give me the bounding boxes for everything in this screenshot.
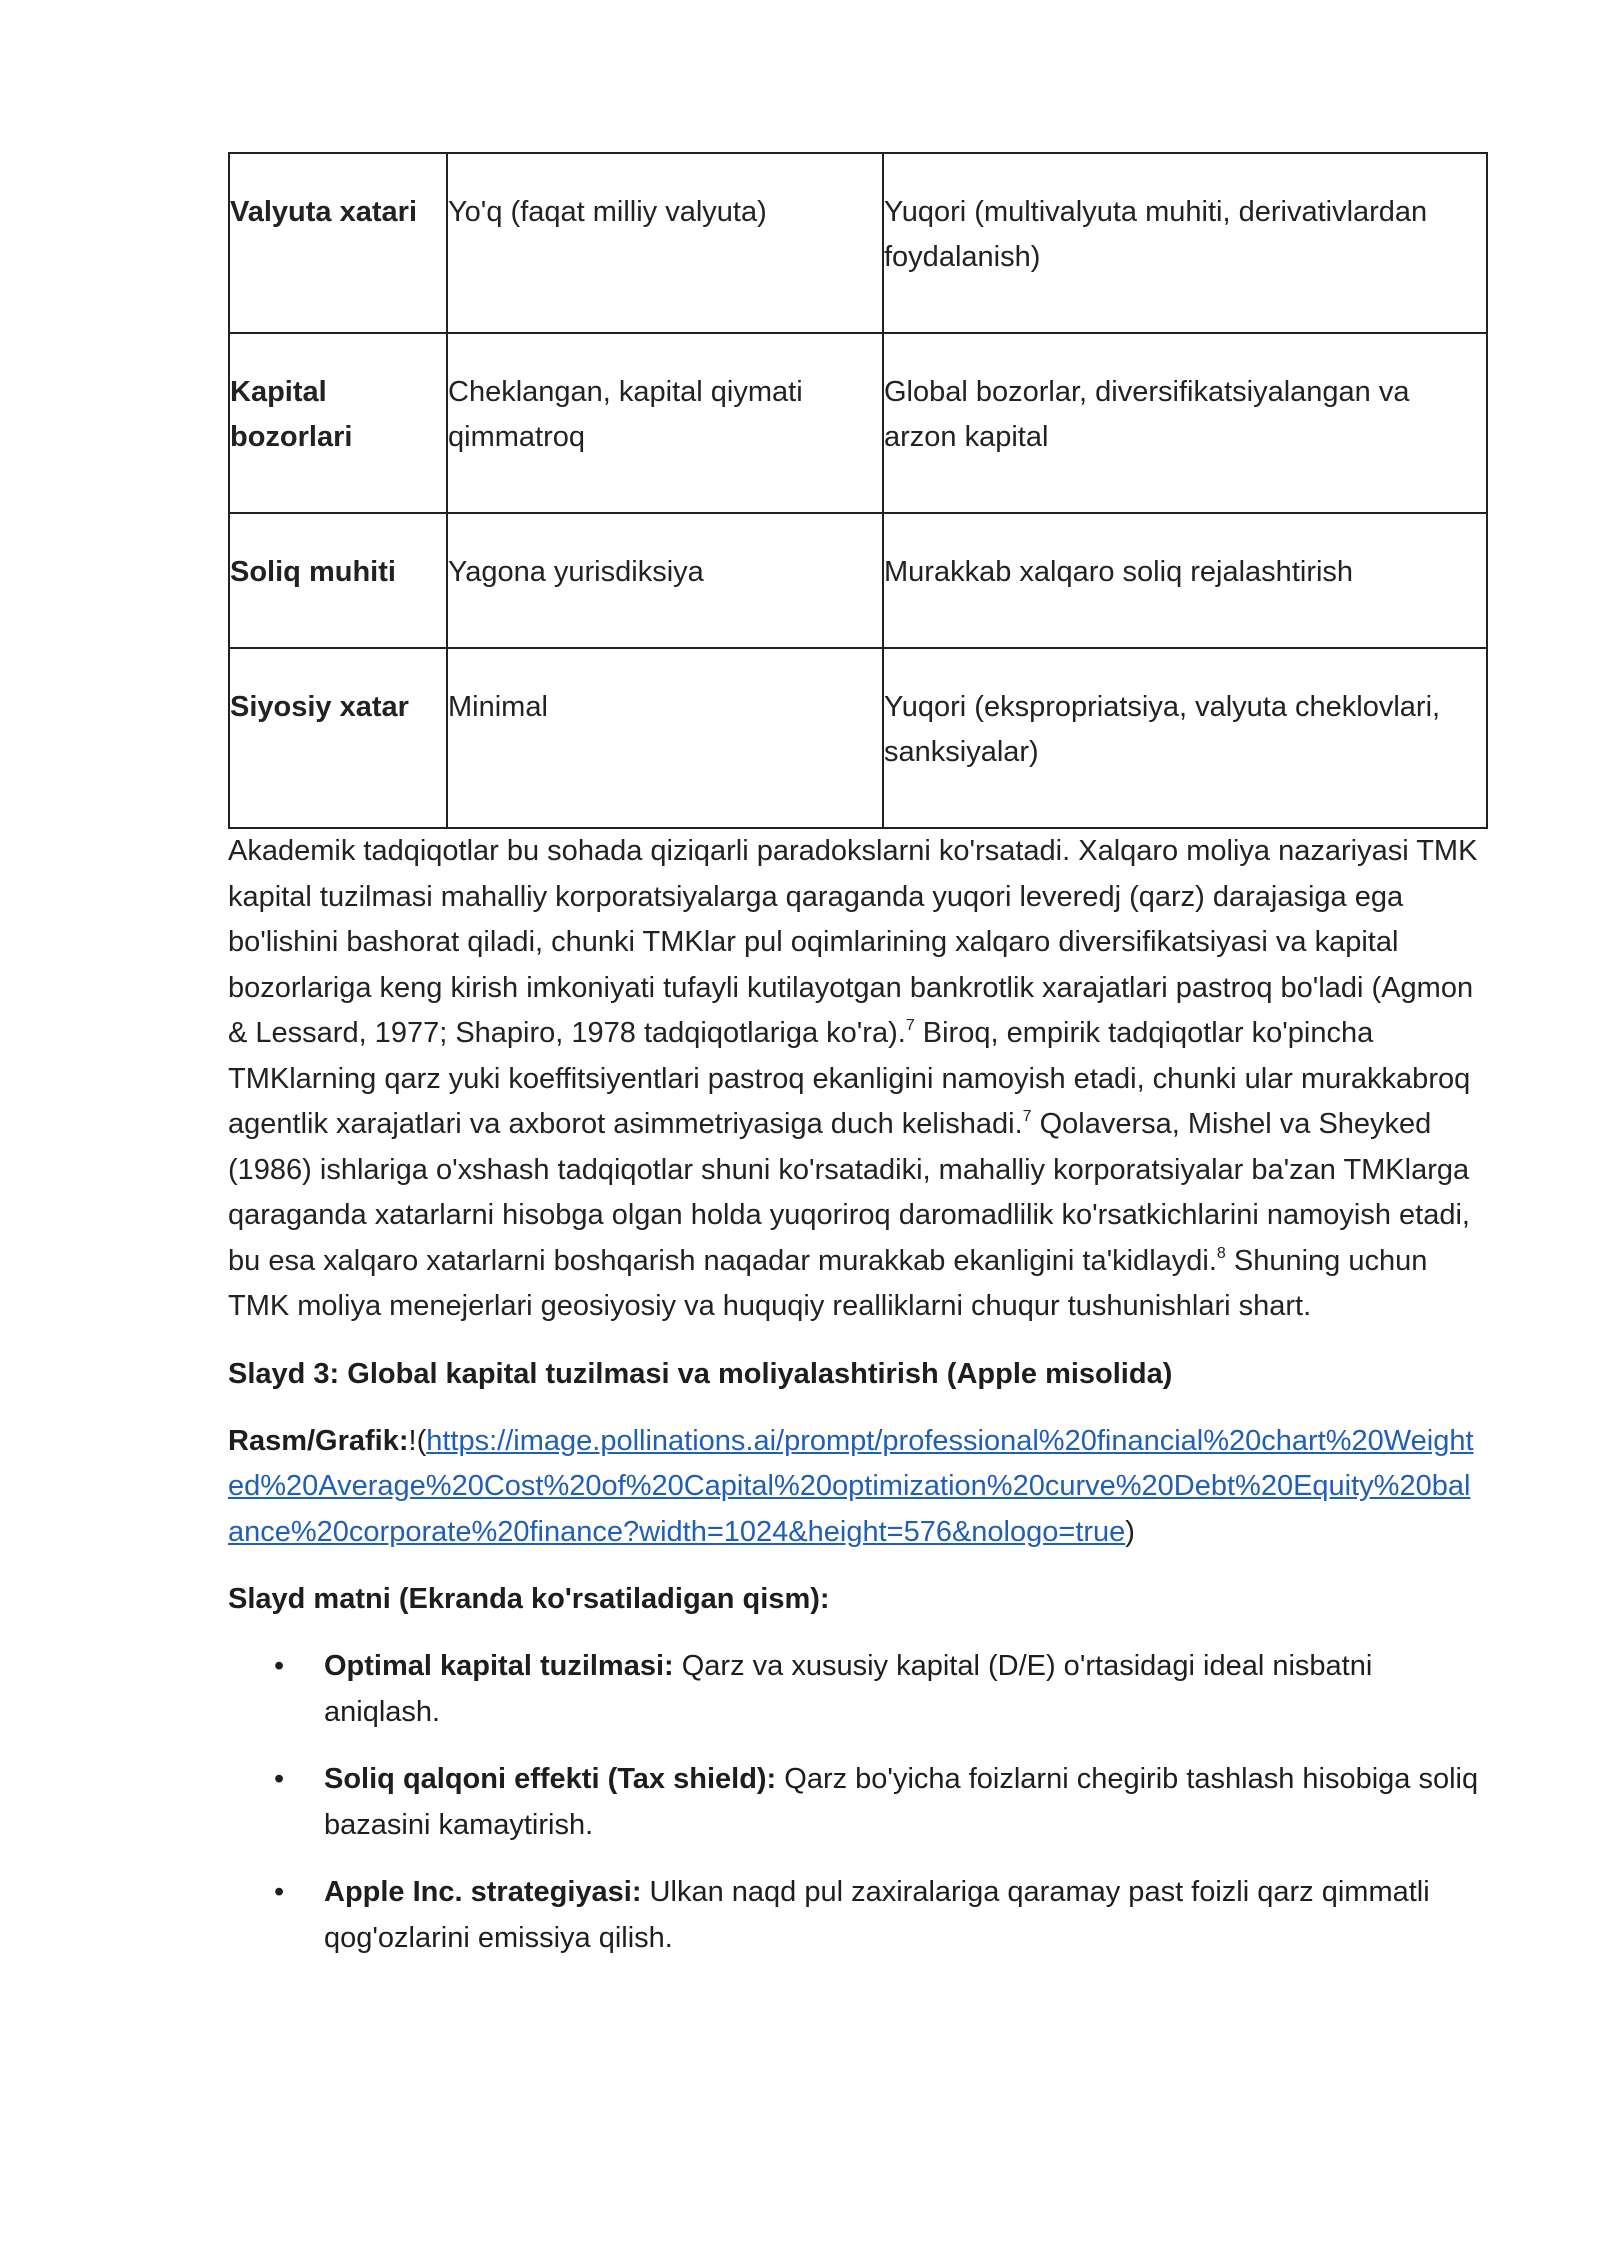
row-label: Soliq muhiti bbox=[229, 513, 447, 648]
footnote-ref[interactable]: 7 bbox=[905, 1017, 915, 1034]
mnc-cell: Global bozorlar, diversifikatsiyalangan va arzon kapital bbox=[883, 333, 1487, 513]
bullet-text: Qarz va xususiy kapital (D/E) o'rtasidagi ideal nisbatni aniqlash. bbox=[324, 1650, 1373, 1728]
paragraph-text: Shuning uchun TMK moliya menejerlari geosiyosiy va huquqiy realliklarni chuqur tushunishlari shart. bbox=[228, 1244, 1428, 1322]
image-url-link[interactable]: https://image.pollinations.ai/prompt/professional%20financial%20chart%20Weighted%20Average%20Cost%20of%20Capital%20optimization%20curve%20Debt%20Equity%20balance%20corporate%20finance?width=1024&height=576&nologo=true bbox=[228, 1424, 1474, 1548]
bullet-icon: • bbox=[274, 1763, 285, 1795]
paragraph-text: Qolaversa, Mishel va Sheyked (1986) ishlariga o'xshash tadqiqotlar shuni ko'rsatadiki, mahalliy korporatsiyalar ba'zan TMKlarga qaraganda xatarlarni hisobga olgan holda yuqoriroq daromadlilik ko'rsatkichlarini namoyish etadi, bu esa xalqaro xatarlarni boshqarish naqadar murakkab ekanligini ta'kidlaydi. bbox=[228, 1108, 1470, 1277]
bullet-icon: • bbox=[274, 1650, 285, 1682]
list-item bbox=[228, 1644, 1484, 1735]
list-item bbox=[228, 1870, 1484, 1961]
mnc-cell: Yuqori (multivalyuta muhiti, derivativlardan foydalanish) bbox=[883, 153, 1487, 333]
document-page bbox=[228, 152, 1484, 1983]
slide-heading: Slayd 3: Global kapital tuzilmasi va moliyalashtirish (Apple misolida) bbox=[228, 1357, 1173, 1390]
table-row bbox=[229, 513, 1487, 648]
footnote-ref[interactable]: 7 bbox=[1022, 1108, 1032, 1125]
body-paragraph bbox=[228, 829, 1484, 1330]
table-row bbox=[229, 648, 1487, 828]
mnc-cell: Murakkab xalqaro soliq rejalashtirish bbox=[883, 513, 1487, 648]
comparison-table bbox=[228, 152, 1488, 829]
table-row bbox=[229, 333, 1487, 513]
bullet-term: Apple Inc. strategiyasi: bbox=[324, 1876, 642, 1908]
image-line bbox=[228, 1419, 1484, 1556]
bullet-term: Soliq qalqoni effekti (Tax shield): bbox=[324, 1763, 777, 1795]
slide-text-heading: Slayd matni (Ekranda ko'rsatiladigan qism): bbox=[228, 1583, 830, 1615]
image-label: Rasm/Grafik: bbox=[228, 1424, 409, 1457]
local-cell: Yo'q (faqat milliy valyuta) bbox=[447, 153, 883, 333]
local-cell: Minimal bbox=[447, 648, 883, 828]
paragraph-text: Akademik tadqiqotlar bu sohada qiziqarli paradokslarni ko'rsatadi. Xalqaro moliya nazariyasi TMK kapital tuzilmasi mahalliy korporatsiyalarga qaraganda yuqori leveredj (qarz) darajasiga ega bo'lishini bashorat qiladi, chunki TMKlar pul oqimlarining xalqaro diversifikatsiyasi va kapital bozorlariga keng kirish imkoniyati tufayli kutilayotgan bankrotlik xarajatlari pastroq bo'ladi (Agmon & Lessard, 1977; Shapiro, 1978 tadqiqotlariga ko'ra). bbox=[228, 835, 1478, 1049]
paragraph-text: Biroq, empirik tadqiqotlar ko'pincha TMKlarning qarz yuki koeffitsiyentlari pastroq ekanligini namoyish etadi, chunki ular murakkabroq agentlik xarajatlari va axborot asimmetriyasiga duch kelishadi. bbox=[228, 1017, 1471, 1140]
footnote-ref[interactable]: 8 bbox=[1216, 1244, 1226, 1262]
bullet-text: Qarz bo'yicha foizlarni chegirib tashlash hisobiga soliq bazasini kamaytirish. bbox=[324, 1763, 1479, 1841]
row-label: Valyuta xatari bbox=[229, 153, 447, 333]
mnc-cell: Yuqori (ekspropriatsiya, valyuta cheklovlari, sanksiyalar) bbox=[883, 648, 1487, 828]
table-row bbox=[229, 153, 1487, 333]
image-suffix: ) bbox=[1125, 1515, 1135, 1548]
row-label: Kapital bozorlari bbox=[229, 333, 447, 513]
bullet-icon: • bbox=[274, 1876, 285, 1908]
bullet-list bbox=[228, 1644, 1484, 1961]
bullet-term: Optimal kapital tuzilmasi: bbox=[324, 1650, 674, 1682]
bullet-text: Ulkan naqd pul zaxiralariga qaramay past foizli qarz qimmatli qog'ozlarini emissiya qilish. bbox=[324, 1876, 1430, 1954]
image-prefix: !( bbox=[408, 1424, 427, 1457]
local-cell: Cheklangan, kapital qiymati qimmatroq bbox=[447, 333, 883, 513]
local-cell: Yagona yurisdiksiya bbox=[447, 513, 883, 648]
row-label: Siyosiy xatar bbox=[229, 648, 447, 828]
list-item bbox=[228, 1757, 1484, 1848]
